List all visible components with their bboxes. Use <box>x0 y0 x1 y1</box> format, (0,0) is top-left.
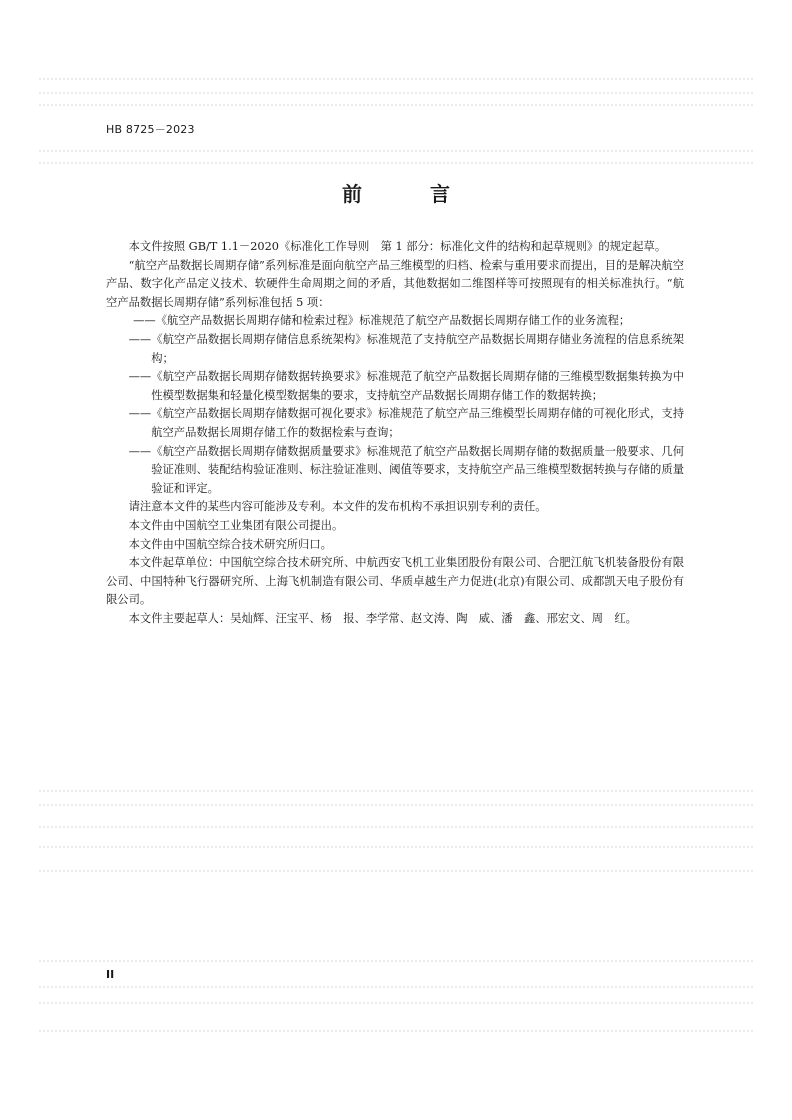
scan-dots <box>38 826 754 828</box>
scan-dots <box>38 790 754 792</box>
list-item: ——《航空产品数据长周期存储数据质量要求》标准规范了航空产品数据长周期存储的数据质量一般要求、几何验证准则、装配结构验证准则、标注验证准则、阈值等要求，支持航空产品三维模型数据转换与存储的质量验证和评定。 <box>128 444 684 495</box>
scan-dots <box>38 1030 754 1032</box>
page-title: 前 言 <box>342 182 474 206</box>
paragraph: 本文件由中国航空工业集团有限公司提出。 <box>128 518 344 532</box>
paragraph: “航空产品数据长周期存储”系列标准是面向航空产品三维模型的归档、检索与重用要求而提出，目的是解决航空产品、数字化产品定义技术、软硬件生命周期之间的矛盾，其他数据如二维图样等可按照现有的相关标准执行。“航空产品数据长周期存储”系列标准包括 5 项： <box>106 258 684 309</box>
scan-dots <box>38 870 754 872</box>
scan-dots <box>38 986 754 988</box>
scan-dots <box>38 804 754 806</box>
paragraph: 本文件主要起草人：吴灿辉、汪宝平、杨 报、李学常、赵文涛、陶 威、潘 鑫、邢宏文、周 红。 <box>128 611 637 625</box>
document-code: HB 8725－2023 <box>106 123 195 136</box>
page-number: II <box>106 968 115 981</box>
list-item: ——《航空产品数据长周期存储数据可视化要求》标准规范了航空产品三维模型长周期存储的可视化形式，支持航空产品数据长周期存储工作的数据检索与查询； <box>128 407 684 439</box>
document-body <box>106 238 684 628</box>
paragraph: 本文件由中国航空综合技术研究所归口。 <box>128 537 332 551</box>
paragraph: 本文件按照 GB/T 1.1－2020《标准化工作导则 第 1 部分：标准化文件的结构和起草规则》的规定起草。 <box>128 240 667 253</box>
scan-dots <box>38 78 754 80</box>
list-item: ——《航空产品数据长周期存储和检索过程》标准规范了航空产品数据长周期存储工作的业务流程； <box>133 314 631 328</box>
scan-dots <box>38 846 754 848</box>
list-item: ——《航空产品数据长周期存储数据转换要求》标准规范了航空产品数据长周期存储的三维模型数据集转换为中性模型数据集和轻量化模型数据集的要求，支持航空产品数据长周期存储工作的数据转换； <box>128 370 684 402</box>
scan-dots <box>38 92 754 94</box>
scan-dots <box>38 104 754 106</box>
paragraph: 本文件起草单位：中国航空综合技术研究所、中航西安飞机工业集团股份有限公司、合肥江航飞机装备股份有限公司、中国特种飞行器研究所、上海飞机制造有限公司、华质卓越生产力促进(北京)有限公司、成都凯天电子股份有限公司。 <box>106 556 684 607</box>
scan-dots <box>38 1002 754 1004</box>
paragraph: 请注意本文件的某些内容可能涉及专利。本文件的发布机构不承担识别专利的责任。 <box>128 500 547 514</box>
scan-dots <box>38 960 754 962</box>
scan-dots <box>38 162 754 164</box>
scan-dots <box>38 150 754 152</box>
list-item: ——《航空产品数据长周期存储信息系统架构》标准规范了支持航空产品数据长周期存储业务流程的信息系统架构； <box>128 332 684 365</box>
